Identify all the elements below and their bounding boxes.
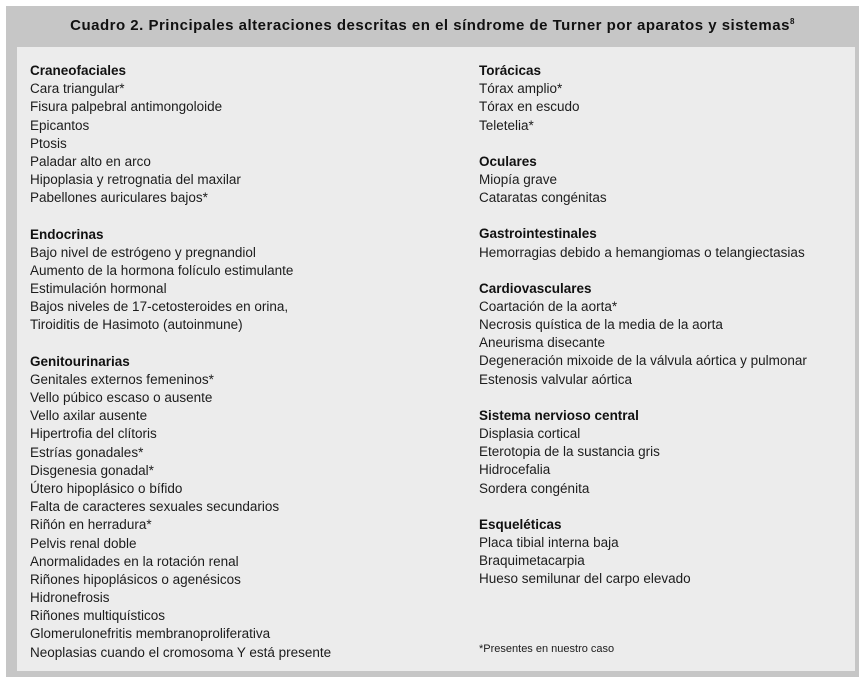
- list-item: Estimulación hormonal: [30, 281, 167, 297]
- list-item: Hipertrofia del clítoris: [30, 426, 157, 442]
- list-item: Vello axilar ausente: [30, 408, 148, 424]
- section-sistema-nervioso-central: [479, 407, 851, 498]
- list-item: Estenosis valvular aórtica: [479, 371, 633, 387]
- list-item: Aneurisma disecante: [479, 335, 606, 351]
- list-item: Hueso semilunar del carpo elevado: [479, 571, 691, 587]
- list-item: Bajo nivel de estrógeno y pregnandiol: [30, 244, 256, 260]
- list-item: Placa tibial interna baja: [479, 534, 619, 550]
- list-item: Eterotopia de la sustancia gris: [479, 444, 660, 460]
- list-item: Cataratas congénitas: [479, 190, 607, 206]
- list-item: Necrosis quística de la media de la aorta: [479, 317, 723, 333]
- section-craneofaciales: [30, 62, 470, 208]
- section-heading: Endocrinas: [30, 226, 104, 242]
- list-item: Pelvis renal doble: [30, 535, 137, 551]
- list-item: Genitales externos femeninos*: [30, 371, 214, 387]
- list-item: Útero hipoplásico o bífido: [30, 480, 183, 496]
- section-heading: Cardiovasculares: [479, 280, 592, 296]
- list-item: Hemorragias debido a hemangiomas o telangiectasias: [479, 244, 805, 260]
- list-item: Hidronefrosis: [30, 590, 110, 606]
- list-item: Tórax amplio*: [479, 81, 563, 97]
- footnote: *Presentes en nuestro caso: [479, 643, 615, 655]
- list-item: Sordera congénita: [479, 480, 590, 496]
- table-title-text: Cuadro 2. Principales alteraciones descritas en el síndrome de Turner por aparatos y sistemas: [70, 17, 790, 34]
- section-heading: Oculares: [479, 153, 537, 169]
- title-reference: 8: [789, 17, 795, 26]
- section-heading: Esqueléticas: [479, 516, 562, 532]
- list-item: Estrías gonadales*: [30, 444, 144, 460]
- list-item: Riñones multiquísticos: [30, 608, 166, 624]
- list-item: Neoplasias cuando el cromosoma Y está presente: [30, 644, 332, 660]
- list-item: Glomerulonefritis membranoproliferativa: [30, 626, 271, 642]
- section-heading: Gastrointestinales: [479, 226, 597, 242]
- list-item: Paladar alto en arco: [30, 153, 151, 169]
- section-heading: Sistema nervioso central: [479, 407, 639, 423]
- section-endocrinas: [30, 226, 470, 335]
- list-item: Miopía grave: [479, 171, 558, 187]
- list-item: Coartación de la aorta*: [479, 298, 618, 314]
- list-item: Tórax en escudo: [479, 99, 580, 115]
- section-toracicas: [479, 62, 851, 135]
- list-item: Epicantos: [30, 117, 90, 133]
- left-column: [30, 62, 470, 680]
- list-item: Bajos niveles de 17-cetosteroides en orina,: [30, 299, 289, 315]
- right-column: [479, 62, 851, 607]
- section-heading: Torácicas: [479, 63, 542, 78]
- section-genitourinarias: [30, 353, 470, 662]
- list-item: Teletelia*: [479, 117, 534, 133]
- section-oculares: [479, 153, 851, 208]
- list-item: Riñones hipoplásicos o agenésicos: [30, 571, 241, 587]
- list-item: Hidrocefalia: [479, 462, 551, 478]
- list-item: Hipoplasia y retrognatia del maxilar: [30, 172, 241, 188]
- list-item: Pabellones auriculares bajos*: [30, 190, 208, 206]
- table-title: [6, 6, 859, 46]
- list-item: Degeneración mixoide de la válvula aórtica y pulmonar: [479, 353, 807, 369]
- list-item: Anormalidades en la rotación renal: [30, 553, 239, 569]
- section-heading: Craneofaciales: [30, 63, 127, 78]
- list-item: Aumento de la hormona folículo estimulante: [30, 262, 294, 278]
- list-item: Displasia cortical: [479, 426, 581, 441]
- list-item: Ptosis: [30, 135, 67, 151]
- list-item: Cara triangular*: [30, 81, 125, 97]
- list-item: Disgenesia gonadal*: [30, 462, 154, 478]
- section-esqueleticas: [479, 516, 851, 589]
- list-item: Tiroiditis de Hasimoto (autoinmune): [30, 317, 243, 333]
- list-item: Vello púbico escaso o ausente: [30, 390, 213, 405]
- table-frame: [6, 6, 859, 677]
- list-item: Riñón en herradura*: [30, 517, 152, 533]
- section-heading: Genitourinarias: [30, 353, 130, 369]
- list-item: Falta de caracteres sexuales secundarios: [30, 499, 280, 515]
- section-cardiovasculares: [479, 280, 851, 389]
- list-item: Fisura palpebral antimongoloide: [30, 99, 223, 115]
- section-gastrointestinales: [479, 225, 851, 261]
- table-body: [17, 47, 855, 671]
- list-item: Braquimetacarpia: [479, 553, 585, 569]
